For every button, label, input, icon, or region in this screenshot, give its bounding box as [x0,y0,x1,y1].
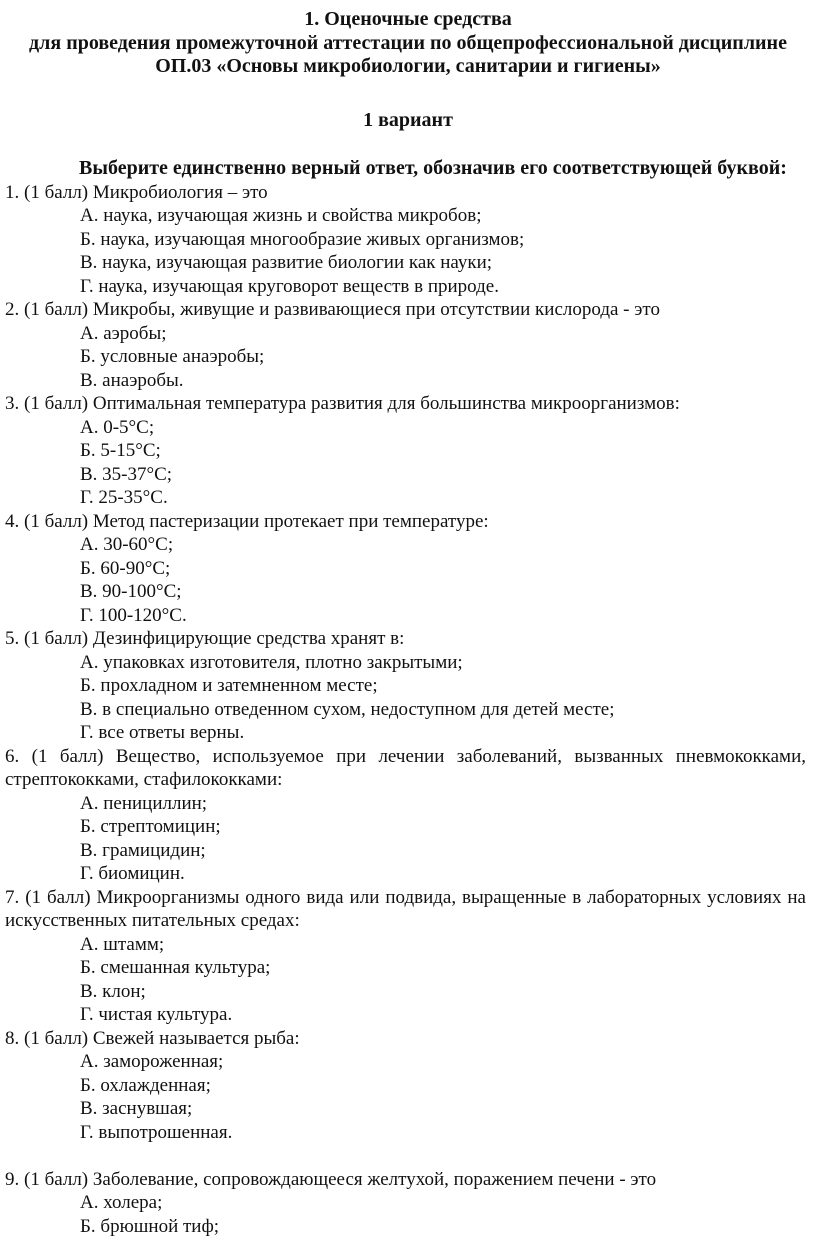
answer-option: А. 30-60°С; [5,533,806,557]
question-text: 5. (1 балл) Дезинфицирующие средства хранят в: [5,627,806,651]
question-text: 3. (1 балл) Оптимальная температура развития для большинства микроорганизмов: [5,392,806,416]
question-8 [0,1027,816,1145]
question-text: 9. (1 балл) Заболевание, сопровождающееся желтухой, поражением печени - это [5,1168,806,1192]
answer-option: Г. наука, изучающая круговорот веществ в природе. [5,275,806,299]
answer-option: Г. 100-120°С. [5,604,806,628]
answer-option: Г. 25-35°С. [5,486,806,510]
answer-option: В. заснувшая; [5,1097,806,1121]
answer-option: В. 35-37°С; [5,463,806,487]
answer-option: В. 90-100°С; [5,580,806,604]
answer-option: А. аэробы; [5,322,806,346]
question-4 [0,510,816,628]
question-1 [0,181,816,299]
variant-heading: 1 вариант [0,108,816,132]
answer-option: Б. смешанная культура; [5,956,806,980]
question-text: 8. (1 балл) Свежей называется рыба: [5,1027,806,1051]
answer-option: Б. охлажденная; [5,1074,806,1098]
question-3 [0,392,816,510]
doc-title-line-2: для проведения промежуточной аттестации по общепрофессиональной дисциплине [0,32,816,56]
answer-option: Г. все ответы верны. [5,721,806,745]
question-text: 2. (1 балл) Микробы, живущие и развивающиеся при отсутствии кислорода - это [5,298,806,322]
question-7 [0,886,816,1027]
question-5 [0,627,816,745]
question-2 [0,298,816,392]
answer-option: В. грамицидин; [5,839,806,863]
question-6 [0,745,816,886]
question-text: 7. (1 балл) Микроорганизмы одного вида или подвида, выращенные в лабораторных условиях на искусственных питательных средах: [5,886,806,933]
answer-option: Г. выпотрошенная. [5,1121,806,1145]
doc-title-line-1: 1. Оценочные средства [0,8,816,32]
question-text: 4. (1 балл) Метод пастеризации протекает при температуре: [5,510,806,534]
answer-option: А. холера; [5,1191,806,1215]
question-text: 6. (1 балл) Вещество, используемое при лечении заболеваний, вызванных пневмококками, стрептококками, стафилококками: [5,745,806,792]
answer-option: Б. наука, изучающая многообразие живых организмов; [5,228,806,252]
answer-option: Б. прохладном и затемненном месте; [5,674,806,698]
question-list [0,181,816,1238]
answer-option: А. замороженная; [5,1050,806,1074]
answer-option: Г. чистая культура. [5,1003,806,1027]
answer-option: Б. 5-15°С; [5,439,806,463]
answer-option: В. анаэробы. [5,369,806,393]
answer-option: А. 0-5°С; [5,416,806,440]
instruction-text: Выберите единственно верный ответ, обозначив его соответствующей буквой: [0,156,816,180]
answer-option: Б. стрептомицин; [5,815,806,839]
answer-option: Б. брюшной тиф; [5,1215,806,1238]
answer-option: Б. 60-90°С; [5,557,806,581]
answer-option: В. в специально отведенном сухом, недоступном для детей месте; [5,698,806,722]
answer-option: А. наука, изучающая жизнь и свойства микробов; [5,204,806,228]
question-9 [0,1168,816,1238]
answer-option: А. упаковках изготовителя, плотно закрытыми; [5,651,806,675]
answer-option: Б. условные анаэробы; [5,345,806,369]
answer-option: В. клон; [5,980,806,1004]
answer-option: В. наука, изучающая развитие биологии как науки; [5,251,806,275]
answer-option: А. штамм; [5,933,806,957]
answer-option: Г. биомицин. [5,862,806,886]
question-text: 1. (1 балл) Микробиология – это [5,181,806,205]
answer-option: А. пенициллин; [5,792,806,816]
doc-title-line-3: ОП.03 «Основы микробиологии, санитарии и гигиены» [0,55,816,79]
